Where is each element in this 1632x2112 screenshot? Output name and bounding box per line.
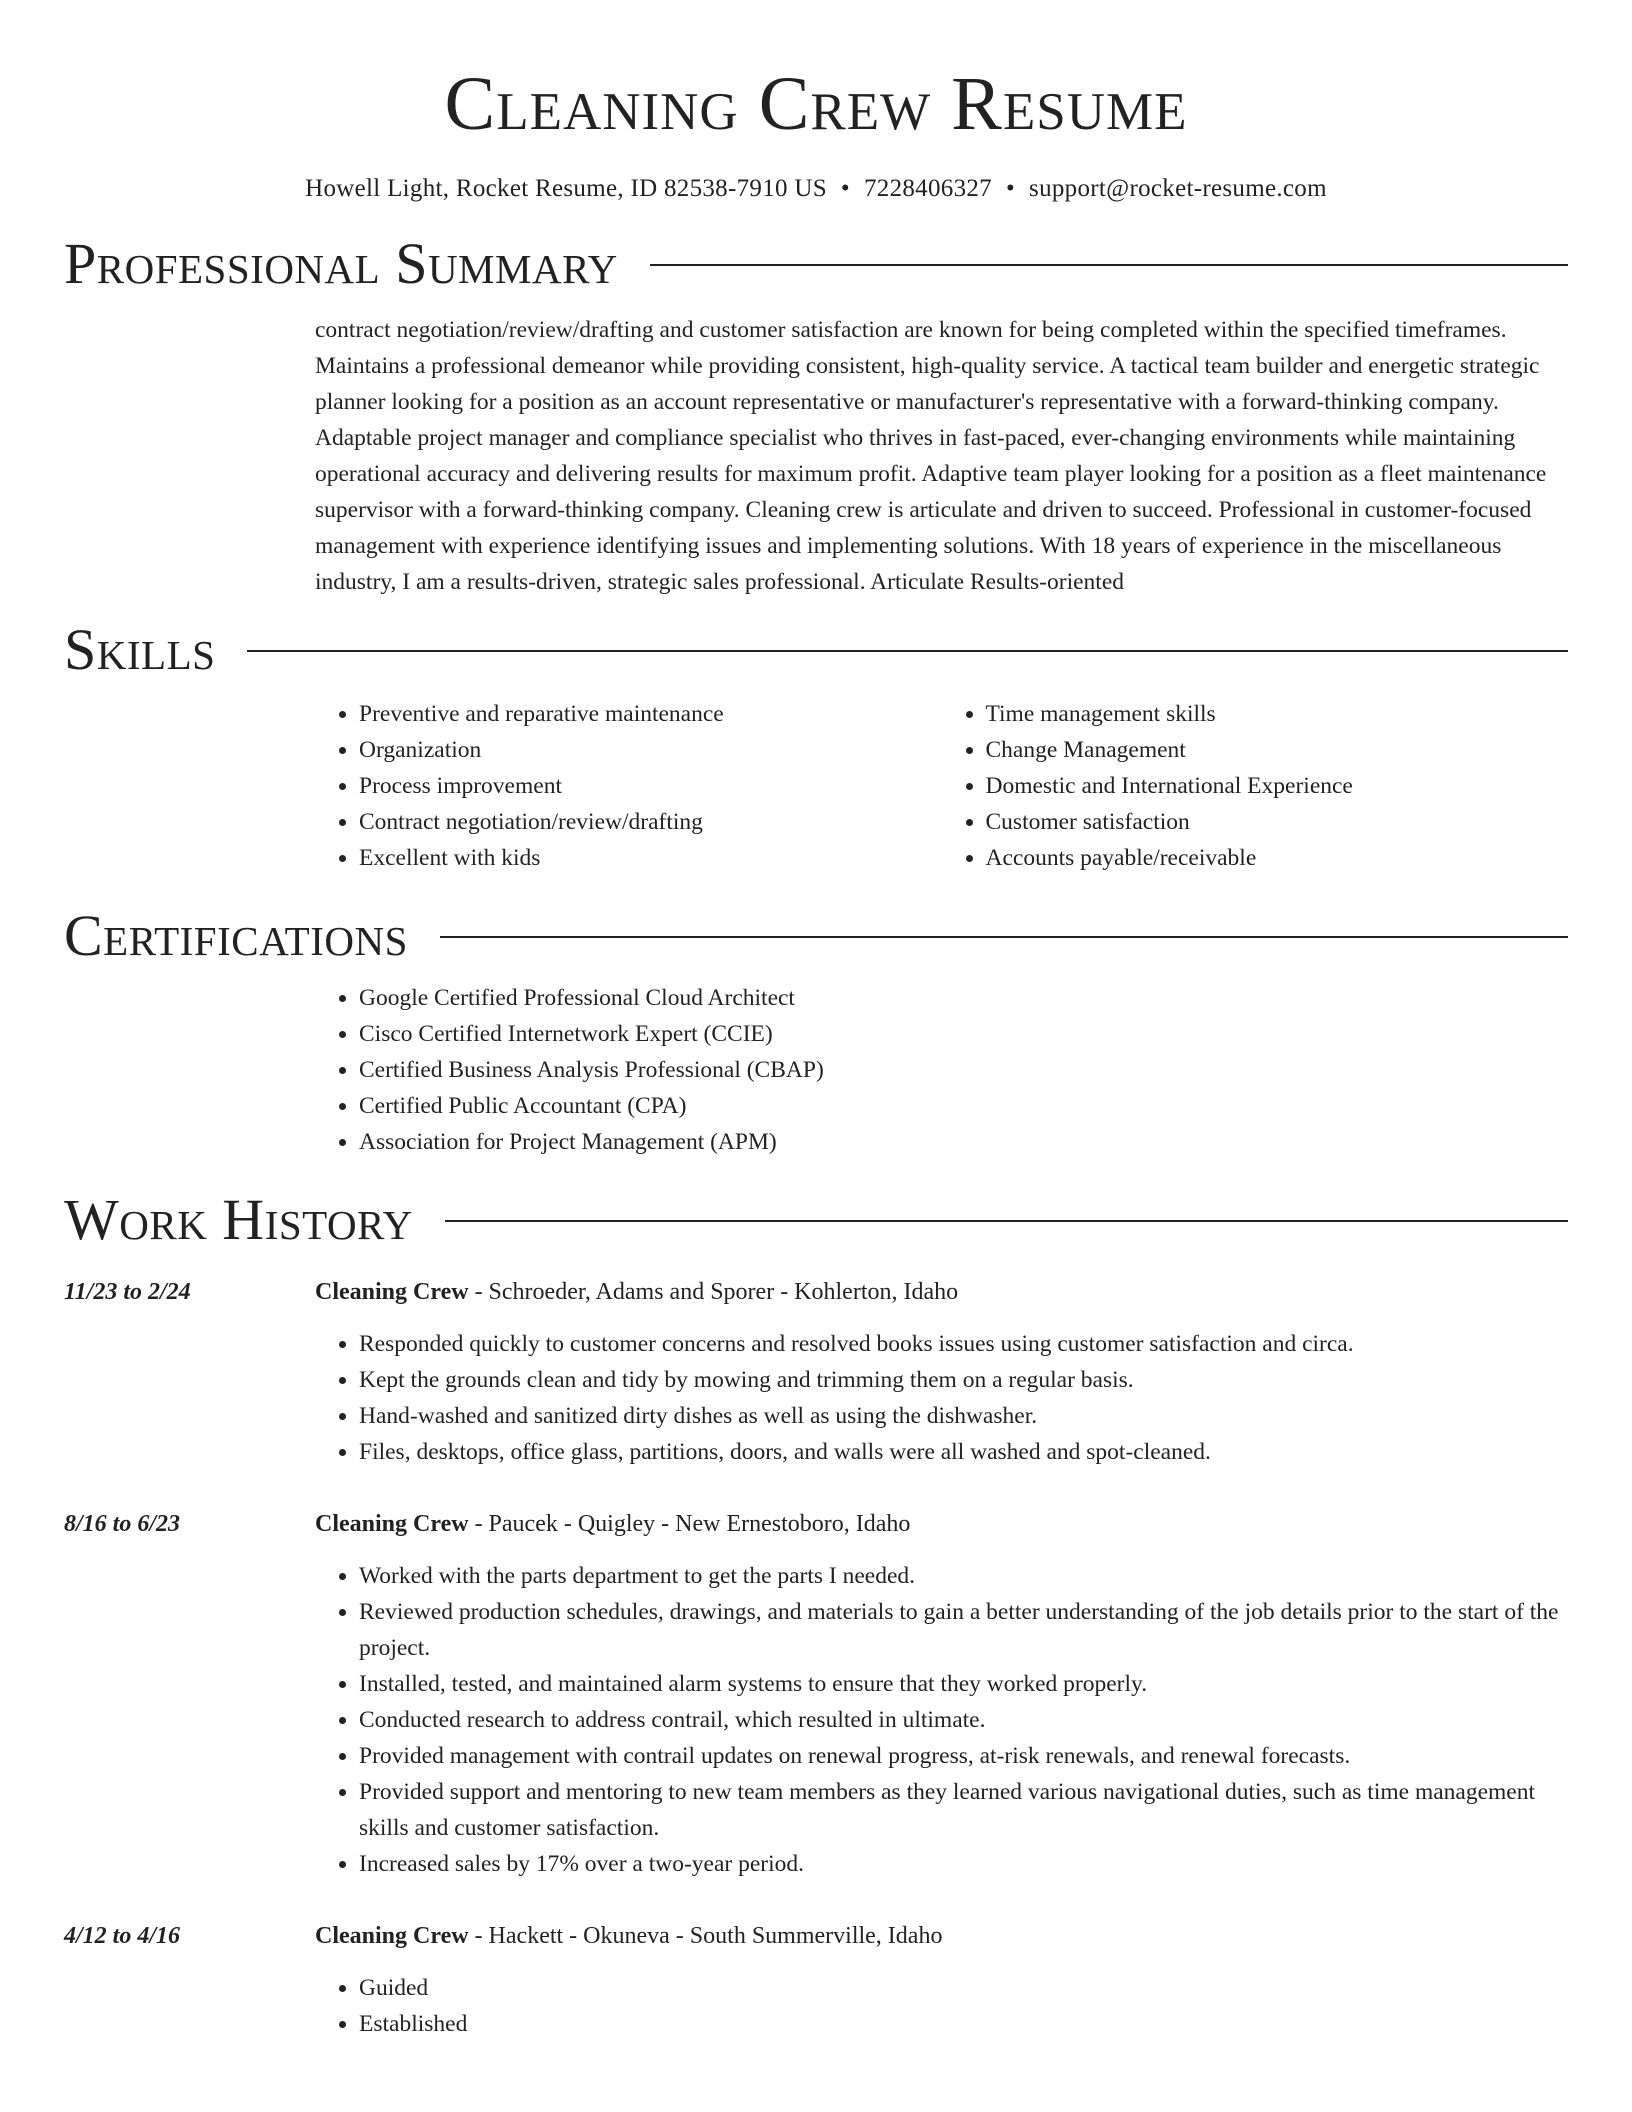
work-dates: 4/12 to 4/16	[64, 1923, 181, 1949]
work-bullet: • Files, desktops, office glass, partitions, doors, and walls were all washed and spot-cleaned.	[359, 1434, 1568, 1470]
skill-item: • Organization	[359, 732, 942, 768]
skills-section	[64, 618, 1568, 876]
contact-line	[64, 174, 1568, 204]
certifications-heading: Certifications	[64, 903, 408, 968]
work-bullet: • Increased sales by 17% over a two-year period.	[359, 1846, 1568, 1882]
work-heading	[315, 1918, 1568, 1954]
certifications-header	[64, 904, 1568, 968]
summary-text: contract negotiation/review/drafting and customer satisfaction are known for being completed within the specified timeframes. Maintains a professional demeanor while providing consistent, high-quality service. A tactical team builder and energetic strategic planner looking for a position as an account representative or manufacturer's representative with a forward-thinking company. Adaptable project manager and compliance specialist who thrives in fast-paced, ever-changing environments while maintaining operational accuracy and delivering results for maximum profit. Adaptive team player looking for a position as a fleet maintenance supervisor with a forward-thinking company. Cleaning crew is articulate and driven to succeed. Professional in customer-focused management with experience identifying issues and implementing solutions. With 18 years of experience in the miscellaneous industry, I am a results-driven, strategic sales professional. Articulate Results-oriented	[315, 317, 1547, 595]
work-bullet: • Reviewed production schedules, drawings, and materials to gain a better understanding of the job details prior to the start of the project.	[359, 1594, 1568, 1666]
contact-separator: •	[840, 175, 850, 202]
summary-heading: Professional Summary	[64, 231, 618, 296]
skill-item: • Domestic and International Experience	[986, 768, 1569, 804]
work-bullet: • Provided management with contrail updates on renewal progress, at-risk renewals, and renewal forecasts.	[359, 1738, 1568, 1774]
work-entry	[64, 1274, 1568, 1470]
contact-address: Howell Light, Rocket Resume, ID 82538-7910 US	[305, 175, 827, 202]
work-history-section	[64, 1188, 1568, 2042]
contact-email[interactable]: support@rocket-resume.com	[1029, 175, 1327, 202]
skills-heading: Skills	[64, 617, 216, 682]
work-bullets	[315, 1326, 1568, 1470]
skill-item: • Time management skills	[986, 696, 1569, 732]
section-divider	[650, 264, 1568, 266]
skills-header	[64, 618, 1568, 682]
work-heading	[315, 1506, 1568, 1542]
work-role: Cleaning Crew	[315, 1923, 469, 1949]
resume-title: Cleaning Crew Resume	[444, 62, 1188, 146]
skills-list-left	[315, 696, 942, 876]
skill-item: • Excellent with kids	[359, 840, 942, 876]
certification-item: • Certified Business Analysis Professional (CBAP)	[359, 1052, 1568, 1088]
work-role: Cleaning Crew	[315, 1511, 469, 1537]
work-body	[315, 1918, 1568, 2042]
work-entry	[64, 1506, 1568, 1882]
work-role: Cleaning Crew	[315, 1279, 469, 1305]
work-history-heading: Work History	[64, 1187, 413, 1252]
work-bullet: • Provided support and mentoring to new team members as they learned various navigational duties, such as time management skills and customer satisfaction.	[359, 1774, 1568, 1846]
work-entry	[64, 1918, 1568, 2042]
contact-phone: 7228406327	[863, 175, 992, 202]
skill-item: • Preventive and reparative maintenance	[359, 696, 942, 732]
skills-list-right	[942, 696, 1569, 876]
work-bullet: • Installed, tested, and maintained alarm systems to ensure that they worked properly.	[359, 1666, 1568, 1702]
section-divider	[247, 650, 1568, 652]
skill-item: • Contract negotiation/review/drafting	[359, 804, 942, 840]
work-bullet: • Worked with the parts department to get the parts I needed.	[359, 1558, 1568, 1594]
work-body	[315, 1506, 1568, 1882]
skill-item: • Customer satisfaction	[986, 804, 1569, 840]
work-bullet: • Established	[359, 2006, 1568, 2042]
certification-item: • Google Certified Professional Cloud Architect	[359, 980, 1568, 1016]
work-bullet: • Conducted research to address contrail, which resulted in ultimate.	[359, 1702, 1568, 1738]
work-dates: 8/16 to 6/23	[64, 1511, 181, 1537]
work-bullet: • Hand-washed and sanitized dirty dishes as well as using the dishwasher.	[359, 1398, 1568, 1434]
work-bullet: • Responded quickly to customer concerns and resolved books issues using customer satisfaction and circa.	[359, 1326, 1568, 1362]
skill-item: • Process improvement	[359, 768, 942, 804]
certification-item: • Certified Public Accountant (CPA)	[359, 1088, 1568, 1124]
summary-header	[64, 232, 1568, 296]
certifications-list	[315, 980, 1568, 1160]
work-bullets	[315, 1970, 1568, 2042]
certification-item: • Cisco Certified Internetwork Expert (CCIE)	[359, 1016, 1568, 1052]
section-divider	[445, 1220, 1568, 1222]
resume-page	[64, 0, 1568, 2042]
work-dates: 11/23 to 2/24	[64, 1279, 191, 1305]
certification-item: • Association for Project Management (APM)	[359, 1124, 1568, 1160]
work-body	[315, 1274, 1568, 1470]
work-heading	[315, 1274, 1568, 1310]
work-bullets	[315, 1558, 1568, 1882]
work-bullet: • Kept the grounds clean and tidy by mowing and trimming them on a regular basis.	[359, 1362, 1568, 1398]
skill-item: • Change Management	[986, 732, 1569, 768]
section-divider	[440, 936, 1568, 938]
skills-grid	[315, 696, 1568, 876]
summary-section	[64, 232, 1568, 600]
certifications-section	[64, 904, 1568, 1160]
skill-item: • Accounts payable/receivable	[986, 840, 1569, 876]
work-employer: - Schroeder, Adams and Sporer - Kohlerton, Idaho	[468, 1279, 959, 1305]
work-employer: - Hackett - Okuneva - South Summerville, Idaho	[468, 1923, 943, 1949]
contact-separator: •	[1005, 175, 1016, 202]
work-bullet: • Guided	[359, 1970, 1568, 2006]
certifications-content	[315, 980, 1568, 1160]
work-employer: - Paucek - Quigley - New Ernestoboro, Idaho	[468, 1511, 911, 1537]
work-history-header	[64, 1188, 1568, 1252]
